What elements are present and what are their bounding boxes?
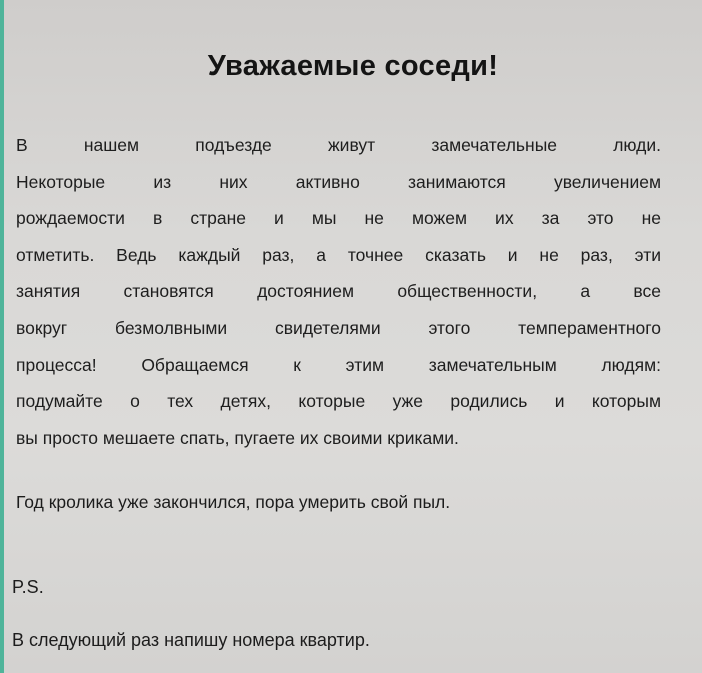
body-line: В нашем подъезде живут замечательные люди. <box>16 135 661 155</box>
body-line: вы просто мешаете спать, пугаете их своими криками. <box>16 427 459 448</box>
body-line: подумайте о тех детях, которые уже родились и которым <box>16 391 661 412</box>
notice-body <box>16 127 661 456</box>
body-line: занятия становятся достоянием общественности, а все <box>16 281 661 302</box>
body-line: Некоторые из них активно занимаются увеличением <box>16 171 661 192</box>
body-line: отметить. Ведь каждый раз, а точнее сказать и не раз, эти <box>16 244 661 265</box>
notice-sheet <box>4 0 702 673</box>
ps-text: В следующий раз напишу номера квартир. <box>12 630 370 650</box>
body-line: рождаемости в стране и мы не можем их за это не <box>16 208 661 229</box>
body-line: процесса! Обращаемся к этим замечательным людям: <box>16 354 661 375</box>
body-line: вокруг безмолвными свидетелями этого темпераментного <box>16 317 661 338</box>
closing-line: Год кролика уже закончился, пора умерить свой пыл. <box>16 492 451 512</box>
notice-title: Уважаемые соседи! <box>207 50 499 82</box>
ps-label: P.S. <box>12 577 44 597</box>
